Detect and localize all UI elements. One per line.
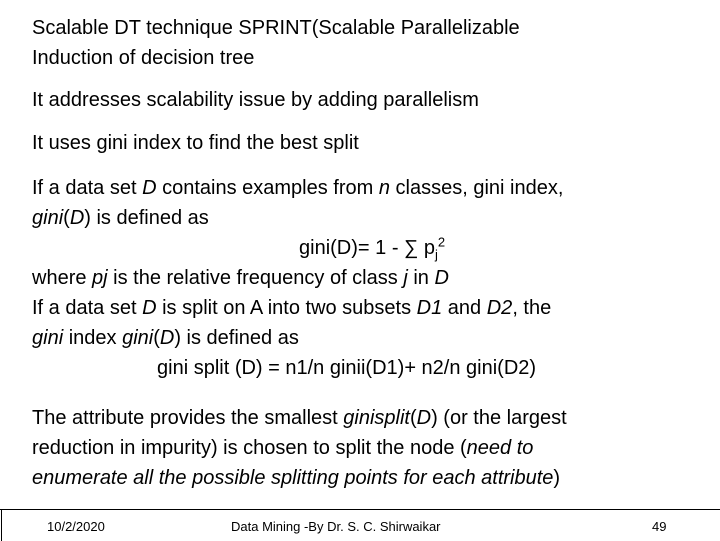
text-run: (	[63, 207, 70, 229]
formula-text: gini(D)= 1 - ∑ p	[299, 237, 435, 259]
var-d2: D2	[486, 297, 513, 319]
def-line-1	[32, 173, 563, 203]
var-n: n	[378, 177, 390, 199]
text-run: (	[409, 407, 417, 429]
var-gini: gini	[32, 207, 64, 229]
var-d: D	[142, 177, 157, 199]
italic-run: need to	[466, 437, 534, 459]
text-run: If a data set	[32, 177, 143, 199]
var-d: D	[159, 327, 175, 349]
title-line-2: Induction of decision tree	[32, 47, 255, 69]
def-line-6	[32, 323, 563, 353]
page-number: 49	[652, 519, 667, 534]
text-run: , the	[512, 297, 552, 319]
text-run: If a data set	[32, 297, 143, 319]
text-run: ) is defined as	[174, 327, 299, 349]
var-d: D	[416, 407, 432, 429]
formula-subscript: j	[434, 247, 438, 262]
text-run: contains examples from	[156, 177, 379, 199]
point-gini: It uses gini index to find the best split	[32, 132, 359, 154]
conclusion-line-1	[32, 403, 567, 433]
var-gini: gini	[122, 327, 154, 349]
footer-author: Data Mining -By Dr. S. C. Shirwaikar	[231, 519, 441, 534]
slide-title	[32, 13, 520, 73]
def-line-5	[32, 293, 563, 323]
text-run: ) is defined as	[84, 207, 209, 229]
title-line-1: Scalable DT technique SPRINT(Scalable Parallelizable	[32, 17, 520, 39]
def-line-4	[32, 263, 563, 293]
text-run: )	[553, 467, 561, 489]
var-d1: D1	[416, 297, 443, 319]
var-d: D	[434, 267, 449, 289]
gini-formula	[32, 233, 563, 263]
slide-footer	[0, 509, 720, 541]
text-run: is the relative frequency of class	[107, 267, 404, 289]
var-pj: pj	[92, 267, 108, 289]
var-d: D	[142, 297, 157, 319]
text-run: index	[63, 327, 123, 349]
conclusion	[32, 403, 567, 493]
var-gini: gini	[32, 327, 64, 349]
italic-run: enumerate all the possible splitting points for each attribute	[32, 467, 554, 489]
conclusion-line-3	[32, 463, 567, 493]
gini-split-formula: gini split (D) = n1/n ginii(D1)+ n2/n gini(D2)	[157, 357, 537, 379]
text-run: and	[442, 297, 487, 319]
text-run: classes, gini index,	[389, 177, 564, 199]
text-run: reduction in impurity) is chosen to split the node (	[32, 437, 467, 459]
text-run: (	[153, 327, 160, 349]
text-run: in	[407, 267, 435, 289]
gini-definition	[32, 173, 563, 383]
text-run: where	[32, 267, 93, 289]
def-line-2	[32, 203, 563, 233]
formula-superscript: 2	[437, 234, 446, 250]
text-run: is split on A into two subsets	[156, 297, 417, 319]
var-d: D	[69, 207, 85, 229]
conclusion-line-2	[32, 433, 567, 463]
text-run: The attribute provides the smallest	[32, 407, 344, 429]
footer-divider	[1, 510, 2, 541]
point-parallelism: It addresses scalability issue by adding parallelism	[32, 89, 479, 111]
footer-date: 10/2/2020	[47, 519, 105, 534]
var-ginisplit: ginisplit	[343, 407, 410, 429]
var-j: j	[403, 267, 408, 289]
text-run: ) (or the largest	[431, 407, 567, 429]
